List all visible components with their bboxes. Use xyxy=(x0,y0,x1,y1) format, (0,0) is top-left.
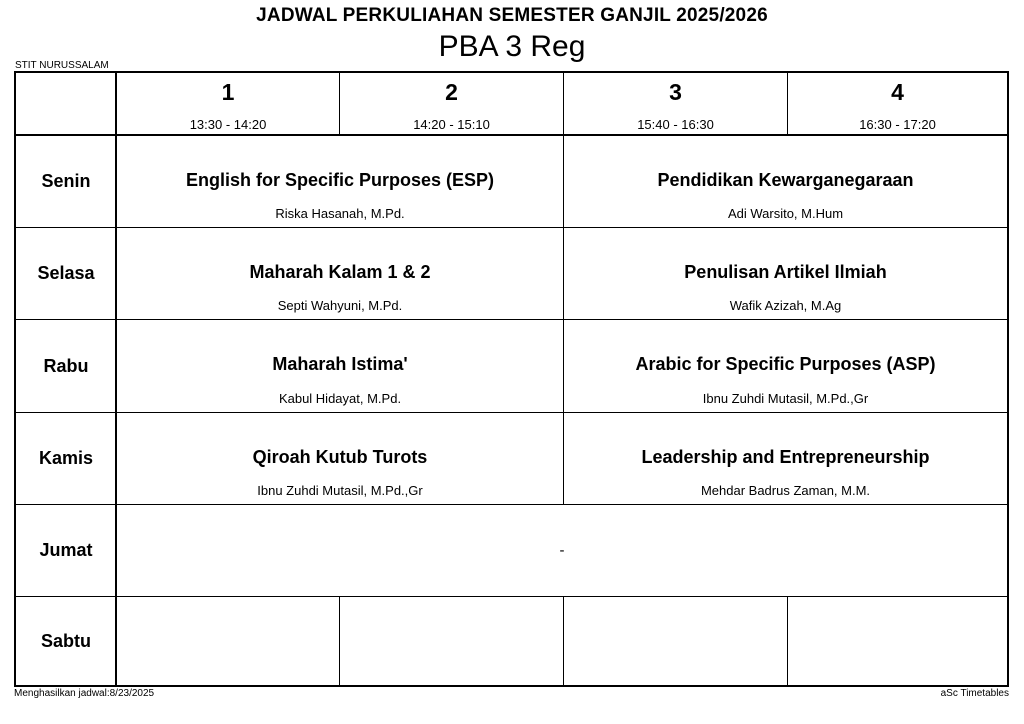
day-label-selasa: Selasa xyxy=(37,263,95,283)
day-label-kamis: Kamis xyxy=(38,448,94,468)
session-cell xyxy=(117,228,563,319)
empty-cell xyxy=(340,597,563,685)
period-number: 4 xyxy=(891,79,904,105)
day-label-jumat: Jumat xyxy=(39,540,93,560)
empty-cell xyxy=(564,597,787,685)
period-number: 3 xyxy=(669,79,682,105)
period-time: 16:30 - 17:20 xyxy=(859,117,936,132)
session-cell xyxy=(564,228,1007,319)
session-cell xyxy=(117,136,563,227)
day-label-rabu: Rabu xyxy=(43,355,89,376)
teacher-name: Ibnu Zuhdi Mutasil, M.Pd.,Gr xyxy=(702,391,869,406)
period-time: 13:30 - 14:20 xyxy=(189,117,267,132)
teacher-name: Kabul Hidayat, M.Pd. xyxy=(278,391,402,406)
institution-name: STIT NURUSSALAM xyxy=(15,60,109,71)
session-cell xyxy=(564,136,1007,227)
class-name: PBA 3 Reg xyxy=(438,30,586,63)
software-credit: aSc Timetables xyxy=(940,688,1009,699)
subject-name: Qiroah Kutub Turots xyxy=(252,447,428,467)
subject-name: Leadership and Entrepreneurship xyxy=(641,447,930,467)
teacher-name: Ibnu Zuhdi Mutasil, M.Pd.,Gr xyxy=(257,483,423,498)
teacher-name: Adi Warsito, M.Hum xyxy=(727,206,844,221)
teacher-name: Wafik Azizah, M.Ag xyxy=(729,298,842,313)
period-number: 1 xyxy=(221,79,235,105)
day-label-senin: Senin xyxy=(41,171,91,191)
period-time: 14:20 - 15:10 xyxy=(413,117,490,132)
period-header xyxy=(117,73,339,134)
subject-name: Penulisan Artikel Ilmiah xyxy=(684,262,887,282)
session-cell xyxy=(564,413,1007,504)
session-cell xyxy=(117,320,563,412)
session-cell xyxy=(117,413,563,504)
period-time: 15:40 - 16:30 xyxy=(637,117,714,132)
generated-date: Menghasilkan jadwal:8/23/2025 xyxy=(14,688,155,699)
subject-name: Maharah Kalam 1 & 2 xyxy=(249,262,431,282)
no-session-dash: - xyxy=(559,542,565,559)
timetable-grid xyxy=(14,71,1009,687)
period-header xyxy=(340,73,563,134)
subject-name: Pendidikan Kewarganegaraan xyxy=(657,170,914,190)
period-header xyxy=(564,73,787,134)
empty-cell xyxy=(788,597,1007,685)
subject-name: Arabic for Specific Purposes (ASP) xyxy=(635,354,936,374)
subject-name: Maharah Istima' xyxy=(272,354,408,374)
teacher-name: Septi Wahyuni, M.Pd. xyxy=(277,298,403,313)
empty-cell xyxy=(117,597,339,685)
teacher-name: Mehdar Badrus Zaman, M.M. xyxy=(700,483,871,498)
period-header xyxy=(788,73,1007,134)
session-cell xyxy=(564,320,1007,412)
page-title: JADWAL PERKULIAHAN SEMESTER GANJIL 2025/2026 xyxy=(256,5,768,26)
period-number: 2 xyxy=(445,79,458,105)
day-label-sabtu: Sabtu xyxy=(40,630,91,651)
subject-name: English for Specific Purposes (ESP) xyxy=(185,170,495,190)
teacher-name: Riska Hasanah, M.Pd. xyxy=(275,206,405,221)
empty-day-cell xyxy=(117,505,1007,596)
